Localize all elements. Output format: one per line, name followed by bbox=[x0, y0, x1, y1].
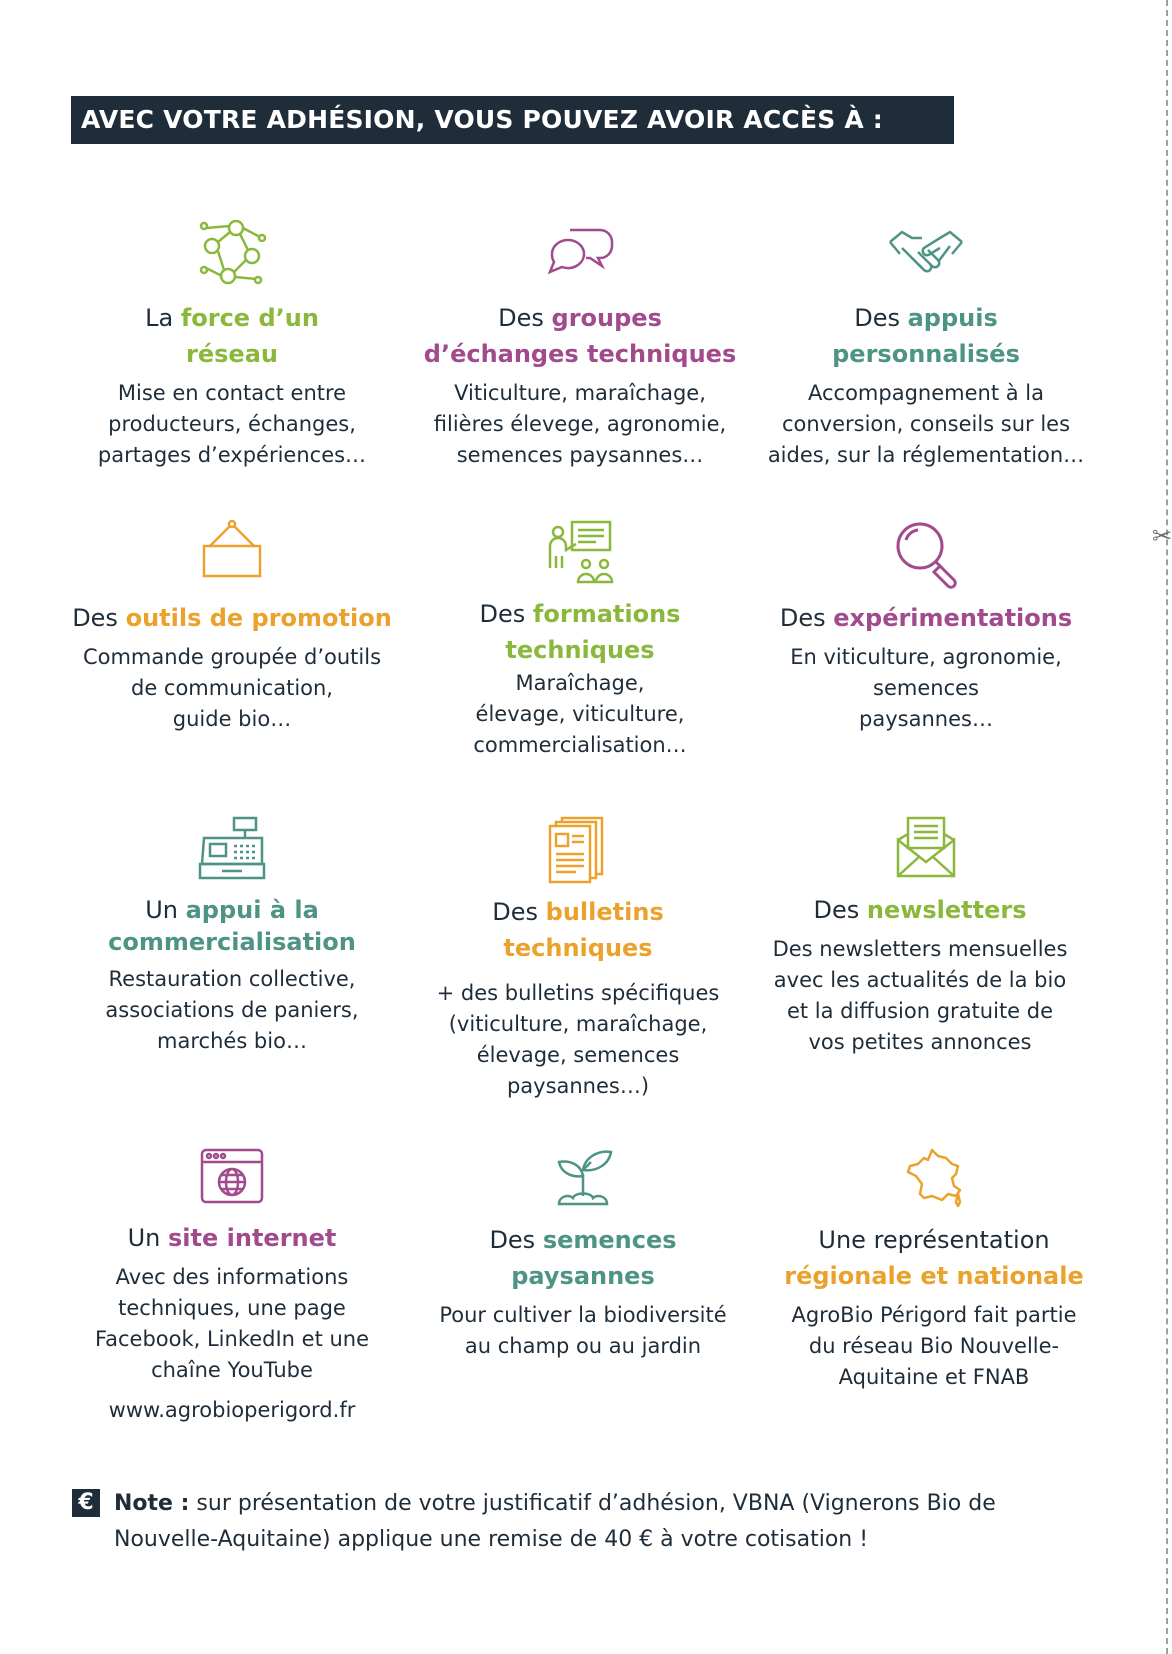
cut-line bbox=[1166, 0, 1168, 1654]
scissors-icon: ✂ bbox=[1152, 522, 1172, 550]
benefit-description: Viticulture, maraîchage, filières élevege, agronomie, semences paysannes… bbox=[433, 381, 727, 467]
benefit-title: Des outils de promotion bbox=[72, 604, 392, 632]
benefit-description: Accompagnement à la conversion, conseils sur les aides, sur la réglementation… bbox=[767, 381, 1085, 467]
hanging-sign-icon bbox=[196, 518, 268, 582]
benefit-title: Une représentation régionale et nationale bbox=[784, 1226, 1084, 1290]
note-text: sur présentation de votre justificatif d’adhésion, VBNA (Vignerons Bio de Nouvelle-Aquitaine) applique une remise de 40 € à votre cotisation ! bbox=[114, 1491, 996, 1552]
benefit-description: Mise en contact entre producteurs, échanges, partages d’expériences… bbox=[97, 381, 367, 467]
benefit-description: AgroBio Périgord fait partie du réseau Bio Nouvelle- Aquitaine et FNAB bbox=[791, 1303, 1077, 1389]
benefit-title: Des newsletters bbox=[813, 896, 1027, 924]
benefit-title: Un site internet bbox=[127, 1224, 337, 1252]
benefit-description: Pour cultiver la biodiversité au champ ou au jardin bbox=[439, 1303, 727, 1358]
benefit-description: Avec des informations techniques, une page Facebook, LinkedIn et une chaîne YouTube bbox=[94, 1265, 370, 1382]
benefit-network bbox=[72, 218, 392, 471]
benefit-description: Commande groupée d’outils de communication, guide bio… bbox=[82, 645, 382, 731]
benefit-description: Restauration collective, associations de paniers, marchés bio… bbox=[105, 967, 359, 1053]
envelope-icon bbox=[894, 816, 958, 880]
chat-bubbles-icon bbox=[544, 218, 616, 290]
browser-globe-icon bbox=[200, 1148, 264, 1204]
benefit-promotion-tools bbox=[62, 518, 402, 735]
documents-icon bbox=[548, 816, 608, 886]
benefit-website bbox=[72, 1148, 392, 1422]
note-label: Note : bbox=[114, 1491, 190, 1516]
benefit-technical-bulletins bbox=[418, 816, 738, 1102]
benefit-exchange-groups bbox=[410, 218, 750, 471]
benefit-description: Maraîchage, élevage, viticulture, commercialisation… bbox=[473, 671, 687, 757]
benefit-farmer-seeds bbox=[418, 1148, 748, 1362]
section-header: AVEC VOTRE ADHÉSION, VOUS POUVEZ AVOIR ACCÈS À : bbox=[71, 96, 954, 144]
website-link[interactable]: www.agrobioperigord.fr bbox=[108, 1398, 356, 1422]
benefit-description: + des bulletins spécifiques (viticulture, maraîchage, élevage, semences paysannes…) bbox=[436, 981, 720, 1098]
benefit-commercialization bbox=[82, 816, 382, 1057]
benefit-experiments bbox=[768, 518, 1084, 735]
benefit-title: Des expérimentations bbox=[779, 604, 1073, 632]
benefit-personalized-support bbox=[758, 218, 1094, 471]
sprout-icon bbox=[551, 1148, 615, 1208]
benefit-title: Des bulletins techniques bbox=[492, 898, 664, 962]
benefit-description: En viticulture, agronomie, semences paysannes… bbox=[790, 645, 1062, 731]
magnifier-icon bbox=[890, 518, 962, 588]
benefit-title: Des semences paysannes bbox=[489, 1226, 677, 1290]
benefit-newsletters bbox=[758, 816, 1094, 1058]
cash-register-icon bbox=[196, 816, 268, 882]
benefit-title: Des formations techniques bbox=[479, 600, 681, 664]
network-icon bbox=[196, 218, 268, 290]
training-board-icon bbox=[544, 518, 616, 588]
benefit-description: Des newsletters mensuelles avec les actualités de la bio et la diffusion gratuite de vos petites annonces bbox=[772, 937, 1068, 1054]
benefit-technical-training bbox=[430, 518, 730, 761]
euro-icon: € bbox=[72, 1489, 100, 1517]
benefit-title: La force d’un réseau bbox=[145, 304, 319, 368]
handshake-icon bbox=[886, 218, 966, 290]
benefit-title: Des appuis personnalisés bbox=[832, 304, 1020, 368]
france-map-icon bbox=[904, 1148, 964, 1208]
benefit-title: Un appui à la commercialisation bbox=[108, 896, 356, 956]
benefit-title: Des groupes d’échanges techniques bbox=[423, 304, 737, 368]
benefit-representation bbox=[766, 1148, 1102, 1393]
discount-note bbox=[72, 1486, 1072, 1558]
